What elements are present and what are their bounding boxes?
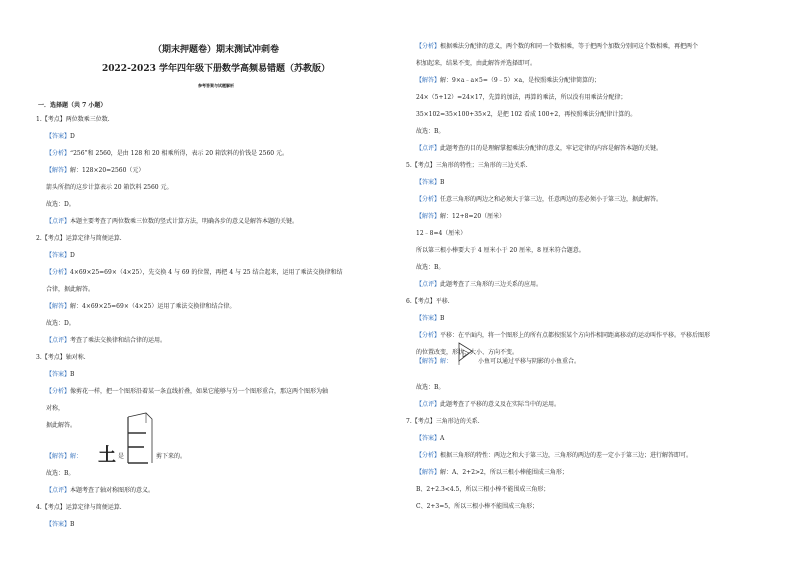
text-line [416, 401, 560, 409]
line-text: 的位置改变，形状、大小、方向不变。 [416, 349, 519, 356]
text-line [416, 94, 626, 102]
left-column [36, 0, 396, 561]
line-text: C、2+3=5，所以三根小棒不能围成三角形； [416, 503, 539, 510]
line-text: 解：A、2+2>2，所以三根小棒能围成三角形； [440, 469, 568, 476]
line-text: B [70, 371, 75, 378]
line-text: 箭头所指的这步计算表示 20 箱饮料 2560 元。 [46, 184, 173, 191]
text-line [46, 218, 298, 226]
text-line [416, 315, 444, 323]
text-line [46, 133, 75, 141]
text-line [416, 179, 444, 187]
text-line [416, 230, 466, 238]
text-line [416, 281, 542, 289]
text-line [416, 435, 444, 443]
line-text: “256”和 2560，是由 128 和 20 相乘所得，表示 20 箱饮料的价钱是 2560 元。 [70, 150, 289, 157]
line-text: 12﹣8=4（厘米） [416, 230, 467, 237]
line-tag: 【解答】 [46, 303, 71, 310]
line-text: 故选：D。 [46, 201, 75, 208]
line-text: D [70, 133, 75, 140]
text-line [416, 452, 692, 460]
line-text: 此题考查了三角形的三边关系的应用。 [440, 281, 543, 288]
doc-title: （期末押题卷）期末测试冲刺卷 [152, 45, 279, 55]
line-tag: 【解答】 [46, 167, 71, 174]
line-text: B [440, 315, 445, 322]
q3-char-shape: 土 [98, 445, 116, 466]
text-line [46, 269, 343, 277]
text-line [416, 213, 505, 221]
line-tag: 【答案】 [416, 315, 441, 322]
line-text: 合律，据此解答。 [46, 286, 95, 293]
line-tag: 【答案】 [416, 179, 441, 186]
line-text: 故选：B。 [416, 384, 445, 391]
line-text: 任意三角形的两边之和必须大于第三边，任意两边的差必须小于第三边，据此解答。 [440, 196, 663, 203]
q3-answer-mid: 是 [118, 453, 125, 460]
q6-answer-prefix: 【解答】解： [416, 358, 453, 365]
q6-answer-text: 小鱼可以通过平移与阴影的小鱼重合。 [478, 358, 581, 365]
text-line [416, 145, 662, 153]
line-tag: 【点评】 [416, 281, 441, 288]
text-line [416, 332, 710, 340]
text-line [416, 469, 568, 477]
line-text: 故选：B。 [416, 264, 445, 271]
line-text: 5.【考点】三角形的特性；三角形的三边关系. [406, 162, 528, 169]
q3-answer-figure [46, 437, 246, 467]
text-line [46, 337, 166, 345]
line-text: 对称， [46, 405, 65, 412]
line-text: 积加起来，结果不变，由此解答并选择即可。 [416, 60, 537, 67]
line-text: 3.【考点】轴对称. [36, 354, 86, 361]
line-tag: 【答案】 [416, 435, 441, 442]
line-text: 35×102=35×100+35×2，是把 102 看成 100+2，再按照乘法分配律计算的。 [416, 111, 637, 118]
line-tag: 【分析】 [416, 452, 441, 459]
line-text: 7.【考点】三角形边的关系. [406, 418, 480, 425]
text-line [46, 470, 74, 478]
line-tag: 【解答】 [416, 213, 441, 220]
text-line [416, 43, 698, 51]
line-text: 解：128×20=2560（元） [70, 167, 145, 174]
line-text: B [70, 521, 75, 528]
text-line [46, 201, 75, 209]
text-line [46, 184, 173, 192]
text-line [46, 303, 235, 311]
line-tag: 【点评】 [46, 337, 71, 344]
text-line [46, 487, 154, 495]
line-text: 故选：B。 [416, 128, 445, 135]
text-line [416, 264, 444, 272]
folded-paper-figure [124, 409, 156, 465]
line-tag: 【分析】 [416, 196, 441, 203]
line-text: 24×（5+12）=24×17，先算的加法，再算的乘法，所以没有用乘法分配律； [416, 94, 627, 101]
doc-subtitle: 2022-2023 学年四年级下册数学高频易错题（苏教版） [102, 64, 330, 74]
line-text: 此题考查的目的是理解掌握乘法分配律的意义，牢记定律的内容是解答本题的关键。 [440, 145, 663, 152]
line-tag: 【点评】 [46, 487, 71, 494]
line-tag: 【分析】 [46, 269, 71, 276]
line-text: 1.【考点】两位数乘三位数. [36, 116, 110, 123]
line-text: 据此解答。 [46, 422, 77, 429]
text-line [46, 320, 75, 328]
text-line [46, 388, 328, 396]
text-line [46, 422, 76, 430]
line-tag: 【答案】 [46, 371, 71, 378]
line-text: 解：9×a﹣a×5=（9﹣5）×a，是按照乘法分配律简算的； [440, 77, 601, 84]
text-line [416, 503, 538, 511]
line-text: 4.【考点】运算定律与简便运算. [36, 504, 122, 511]
fish-figure [456, 340, 476, 366]
line-tag: 【答案】 [46, 133, 71, 140]
text-line [36, 116, 110, 124]
line-text: 本题考查了轴对称图形的意义。 [70, 487, 155, 494]
text-line [416, 128, 444, 136]
line-tag: 【答案】 [46, 252, 71, 259]
text-line [416, 384, 444, 392]
text-line [46, 521, 74, 529]
line-text: 2.【考点】运算定律与简便运算. [36, 235, 122, 242]
line-text: B [440, 179, 445, 186]
line-tag: 【点评】 [416, 145, 441, 152]
line-text: 此题考查了平移的意义及在实际当中的运用。 [440, 401, 561, 408]
q3-answer-suffix: 剪下来的。 [156, 453, 187, 460]
text-line [36, 504, 122, 512]
text-line [46, 286, 94, 294]
line-tag: 【点评】 [46, 218, 71, 225]
line-text: 故选：B。 [46, 470, 75, 477]
line-text: 6.【考点】平移. [406, 298, 450, 305]
text-line [416, 60, 536, 68]
text-line [46, 371, 74, 379]
line-text: 根据乘法分配律的意义，两个数的和同一个数相乘，等于把两个加数分别同这个数相乘，再把两个 [440, 43, 699, 50]
line-tag: 【分析】 [416, 43, 441, 50]
line-tag: 【答案】 [46, 521, 71, 528]
line-tag: 【点评】 [416, 401, 441, 408]
line-text: 解：12+8=20（厘米） [440, 213, 506, 220]
line-tag: 【解答】 [416, 469, 441, 476]
text-line [406, 418, 480, 426]
line-tag: 【分析】 [416, 332, 441, 339]
answer-heading: 参考答案与试题解析 [198, 83, 234, 88]
line-text: 考查了乘法交换律和结合律的运用。 [70, 337, 167, 344]
right-column [406, 0, 758, 561]
text-line [416, 77, 600, 85]
text-line [36, 235, 122, 243]
line-text: 根据三角形的特性：两边之和大于第三边，三角形的两边的差一定小于第三边；进行解答即可。 [440, 452, 693, 459]
line-text: 本题主要考查了两位数乘三位数的竖式计算方法，明确各步的意义是解答本题的关键。 [70, 218, 299, 225]
text-line [406, 162, 528, 170]
text-line [416, 486, 549, 494]
line-tag: 【分析】 [46, 150, 71, 157]
line-text: 4×69×25=69×（4×25），先交换 4 与 69 的位置，再把 4 与 25 结合起来，运用了乘法交换律和结 [70, 269, 343, 276]
text-line [46, 405, 64, 413]
section-heading: 一．选择题（共 7 小题） [38, 102, 107, 109]
text-line [36, 354, 86, 362]
text-line [46, 150, 288, 158]
line-text: A [440, 435, 445, 442]
text-line [416, 111, 636, 119]
text-line [416, 196, 662, 204]
line-tag: 【解答】 [416, 77, 441, 84]
line-tag: 【分析】 [46, 388, 71, 395]
text-line [416, 247, 585, 255]
line-text: 解：4×69×25=69×（4×25）运用了乘法交换律和结合律。 [70, 303, 236, 310]
line-text: 故选：D。 [46, 320, 75, 327]
line-text: 所以第三根小棒要大于 4 厘米小于 20 厘米，8 厘米符合题意。 [416, 247, 585, 254]
line-text: B、2+2.3<4.5，所以三根小棒不能围成三角形； [416, 486, 550, 493]
q6-answer-figure [416, 346, 716, 370]
q3-answer-prefix: 【解答】解： [46, 453, 83, 460]
text-line [406, 298, 450, 306]
text-line [46, 167, 144, 175]
line-text: 平移：在平面内，将一个图形上的所有点都按照某个方向作相同距离移动的运动叫作平移。平移后图形 [440, 332, 711, 339]
line-text: D [70, 252, 75, 259]
line-text: 像剪花一样，把一个图形沿着某一条直线折叠，如果它能够与另一个图形重合，那这两个图形为轴 [70, 388, 329, 395]
text-line [46, 252, 75, 260]
